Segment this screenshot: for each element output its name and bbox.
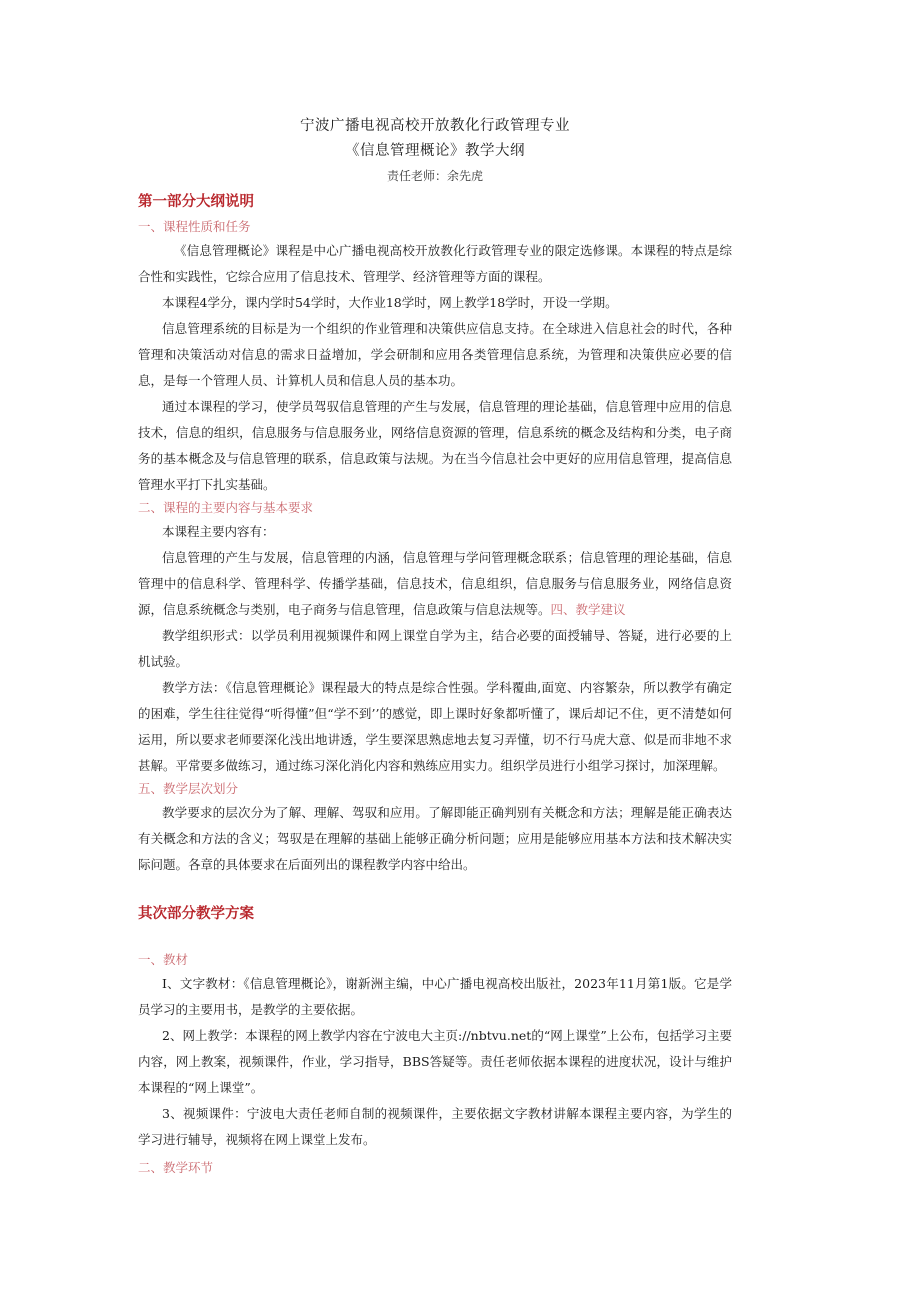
document-title-line1: 宁波广播电视高校开放教化行政管理专业	[300, 118, 570, 134]
paragraph-content-list	[138, 545, 732, 623]
paragraph-system-goal: 信息管理系统的目标是为一个组织的作业管理和决策供应信息支持。在全球进入信息社会的时代，各种管理和决策活动对信息的需求日益增加，学会研制和应用各类管理信息系统，为管理和决策供应必要的信息，是每一个管理人员、计算机人员和信息人员的基本功。	[138, 321, 732, 388]
paragraph-teaching-organization: 教学组织形式：以学员利用视频课件和网上课堂自学为主，结合必要的面授辅导、答疑，进行必要的上机试验。	[138, 628, 732, 669]
section-heading-teaching-advice: 四、教学建议	[550, 602, 626, 617]
responsible-teacher: 责任老师：余先虎	[386, 169, 483, 183]
section-heading-course-nature: 一、课程性质和任务	[138, 219, 251, 234]
paragraph-course-intro: 《信息管理概论》课程是中心广播电视高校开放教化行政管理专业的限定选修课。本课程的特点是综合性和实践性，它综合应用了信息技术、管理学、经济管理等方面的课程。	[138, 243, 732, 284]
section-heading-main-content: 二、课程的主要内容与基本要求	[138, 500, 314, 515]
paragraph-learning-outcomes: 通过本课程的学习，使学员驾驭信息管理的产生与发展，信息管理的理论基础，信息管理中应用的信息技术，信息的组织，信息服务与信息服务业，网络信息资源的管理，信息系统的概念及结构和分类，电子商务的基本概念及与信息管理的联系，信息政策与法规。为在当今信息社会中更好的应用信息管理，提高信息管理水平打下扎实基础。	[138, 399, 732, 492]
section-heading-teaching-levels: 五、教学层次划分	[138, 781, 239, 796]
paragraph-teaching-method: 教学方法：《信息管理概论》课程最大的特点是综合性强。学科覆曲,面宽、内容繁杂，所以教学有确定的困难，学生往往觉得“听得懂”但“学不到’’的感觉，即上课时好象都听懂了，课后却记不住，更不清楚如何运用，所以要求老师要深化浅出地讲透，学生要深思熟虑地去复习弄懂，切不行马虎大意、似是而非地不求甚解。平常要多做练习，通过练习深化消化内容和熟练应用实力。组织学员进行小组学习探讨，加深理解。	[138, 680, 732, 773]
part1-heading: 第一部分大纲说明	[138, 194, 254, 210]
paragraph-content-intro: 本课程主要内容有：	[162, 524, 275, 539]
paragraph-online-teaching: 2、网上教学：本课程的网上教学内容在宁波电大主页://nbtvu.net的“网上课堂”上公布，包括学习主要内容，网上教案，视频课件，作业，学习指导，BBS答疑等。责任老师依据本课程的进度状况，设计与维护本课程的“网上课堂”。	[138, 1028, 732, 1095]
content-list-text: 信息管理的产生与发展，信息管理的内涵，信息管理与学问管理概念联系；信息管理的理论基础，信息管理中的信息科学、管理科学、传播学基础，信息技术，信息组织，信息服务与信息服务业，网络信息资源，信息系统概念与类别，电子商务与信息管理，信息政策与信息法规等。	[138, 550, 732, 617]
section-heading-teaching-stages: 二、教学环节	[138, 1160, 214, 1175]
paragraph-credits: 本课程4学分，课内学时54学时，大作业18学时，网上教学18学时，开设一学期。	[162, 295, 618, 310]
paragraph-text-textbook: I、文字教材：《信息管理概论》，谢新洲主编，中心广播电视高校出版社，2023年11月第1版。它是学员学习的主要用书，是教学的主要依据。	[138, 976, 732, 1017]
paragraph-video-courseware: 3、视频课件：宁波电大责任老师自制的视频课件，主要依据文字教材讲解本课程主要内容，为学生的学习进行辅导，视频将在网上课堂上发布。	[138, 1106, 732, 1147]
paragraph-teaching-levels: 教学要求的层次分为了解、理解、驾驭和应用。了解即能正确判别有关概念和方法；理解是能正确表达有关概念和方法的含义；驾驭是在理解的基础上能够正确分析问题；应用是能够应用基本方法和技术解决实际问题。各章的具体要求在后面列出的课程教学内容中给出。	[138, 805, 732, 872]
section-heading-textbook: 一、教材	[138, 952, 189, 967]
part2-heading: 其次部分教学方案	[138, 906, 254, 922]
document-title-line2: 《信息管理概论》教学大纲	[345, 143, 525, 159]
